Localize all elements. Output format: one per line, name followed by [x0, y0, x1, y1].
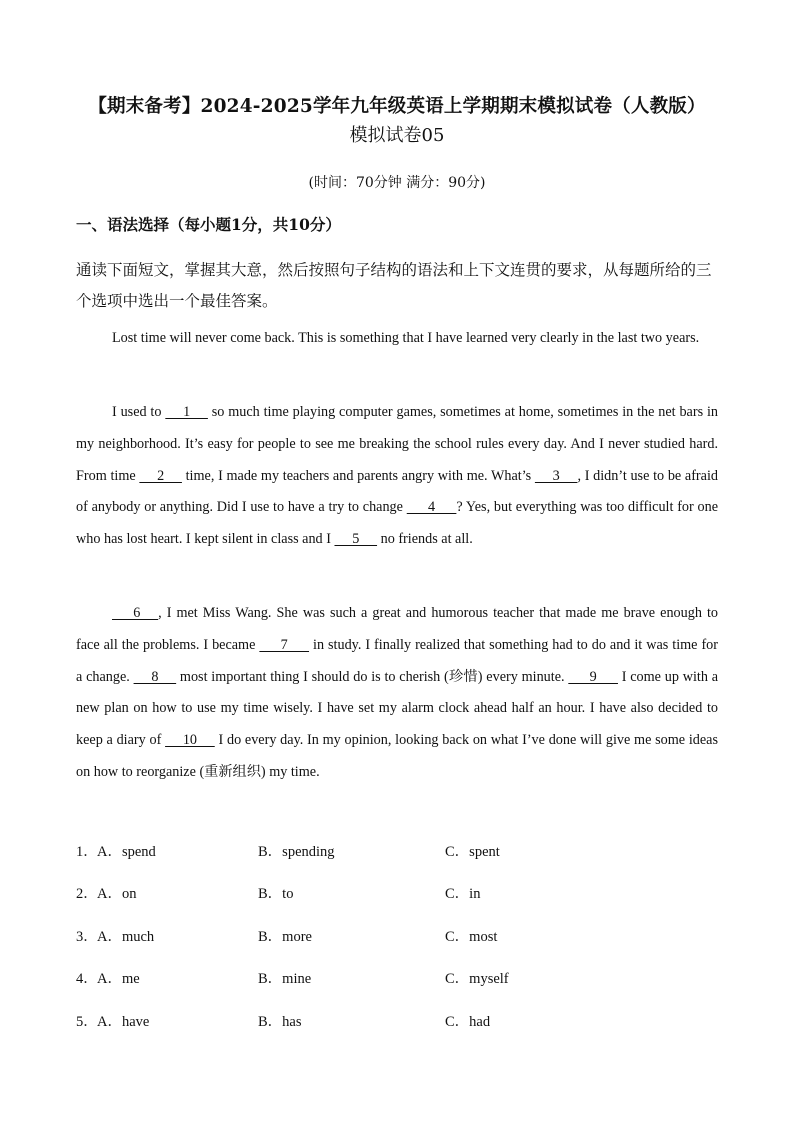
paragraph-text: no friends at all.: [377, 531, 473, 548]
blank-9: 9: [568, 668, 618, 685]
option-c: C．had: [445, 1014, 491, 1030]
paragraph-text: in study. I finally realized that something had to do and it was time for a change.: [76, 636, 718, 685]
page-subtitle: 模拟试卷05: [349, 125, 445, 146]
paragraph-text: so much time playing computer games, sometimes at home, sometimes in the net bars in my neighborhood. It’s easy for people to see me breaking the school rules every day. And I never studied hard. From time: [76, 404, 718, 484]
section-instruction: 通读下面短文，掌握其大意，然后按照句子结构的语法和上下文连贯的要求，从每题所给的三个选项中选出一个最佳答案。: [76, 261, 712, 310]
blank-5: 5: [334, 531, 378, 548]
question-row: [76, 1010, 716, 1032]
section-heading: 一、语法选择（每小题1分，共10分）: [76, 215, 341, 234]
question-number: 2．: [76, 886, 98, 902]
blank-2: 2: [139, 467, 182, 484]
option-b: B．mine: [258, 971, 312, 987]
question-row: [76, 840, 716, 862]
option-b: B．has: [258, 1014, 302, 1030]
option-a: A．me: [97, 971, 140, 987]
option-a: A．on: [97, 886, 137, 902]
paragraph-text: I come up with a new plan on how to use my time wisely. I have set my alarm clock ahead half an hour. I have also decided to keep a diary of: [76, 668, 718, 749]
option-c: C．most: [445, 929, 498, 945]
option-c: C．spent: [445, 844, 500, 860]
page-title: 【期末备考】2024-2025学年九年级英语上学期期末模拟试卷（人教版）: [88, 96, 706, 117]
question-number: 1．: [76, 844, 98, 860]
question-row: [76, 882, 716, 904]
question-number: 4．: [76, 971, 98, 987]
blank-8: 8: [133, 668, 177, 685]
paragraph-text: , I met Miss Wang. She was such a great and humorous teacher that made me brave enough to face all the problems. I became: [76, 605, 718, 653]
paragraph-text: time, I made my teachers and parents angry with me. What’s: [181, 467, 535, 484]
paragraph-text: , I didn’t use to be afraid of anybody or anything. Did I use to have a try to change: [76, 467, 718, 516]
option-a: A．much: [97, 929, 155, 945]
paragraph-text: most important thing I should do is to cherish (珍惜) every minute.: [176, 668, 569, 685]
blank-4: 4: [406, 499, 457, 516]
passage-paragraph-2: [76, 397, 718, 556]
option-b: B．more: [258, 929, 312, 945]
option-a: A．have: [97, 1014, 150, 1030]
question-number: 5．: [76, 1014, 98, 1030]
passage-paragraph-1: [76, 323, 718, 355]
blank-3: 3: [534, 467, 578, 484]
option-a: A．spend: [97, 844, 156, 860]
paragraph-text: ? Yes, but everything was too difficult for one who has lost heart. I kept silent in class and I: [76, 499, 718, 548]
option-b: B．spending: [258, 844, 335, 860]
option-c: C．myself: [445, 971, 509, 987]
blank-1: 1: [165, 404, 208, 420]
question-number: 3．: [76, 929, 98, 945]
blank-6: 6: [112, 605, 159, 621]
option-c: C．in: [445, 886, 481, 902]
option-b: B．to: [258, 886, 294, 902]
blank-7: 7: [259, 636, 310, 653]
passage-paragraph-3: [76, 598, 718, 789]
paragraph-text: I used to: [112, 404, 166, 420]
blank-10: 10: [165, 732, 215, 749]
exam-info: (时间：70分钟 满分：90分): [308, 175, 486, 191]
paragraph-text: I do every day. In my opinion, looking back on what I’ve done will give me some ideas on how to reorganize (重新组织) my time.: [76, 732, 718, 780]
paragraph-text: Lost time will never come back. This is something that I have learned very clearly in the last two years.: [112, 330, 700, 346]
question-row: [76, 967, 716, 989]
question-row: [76, 925, 716, 947]
